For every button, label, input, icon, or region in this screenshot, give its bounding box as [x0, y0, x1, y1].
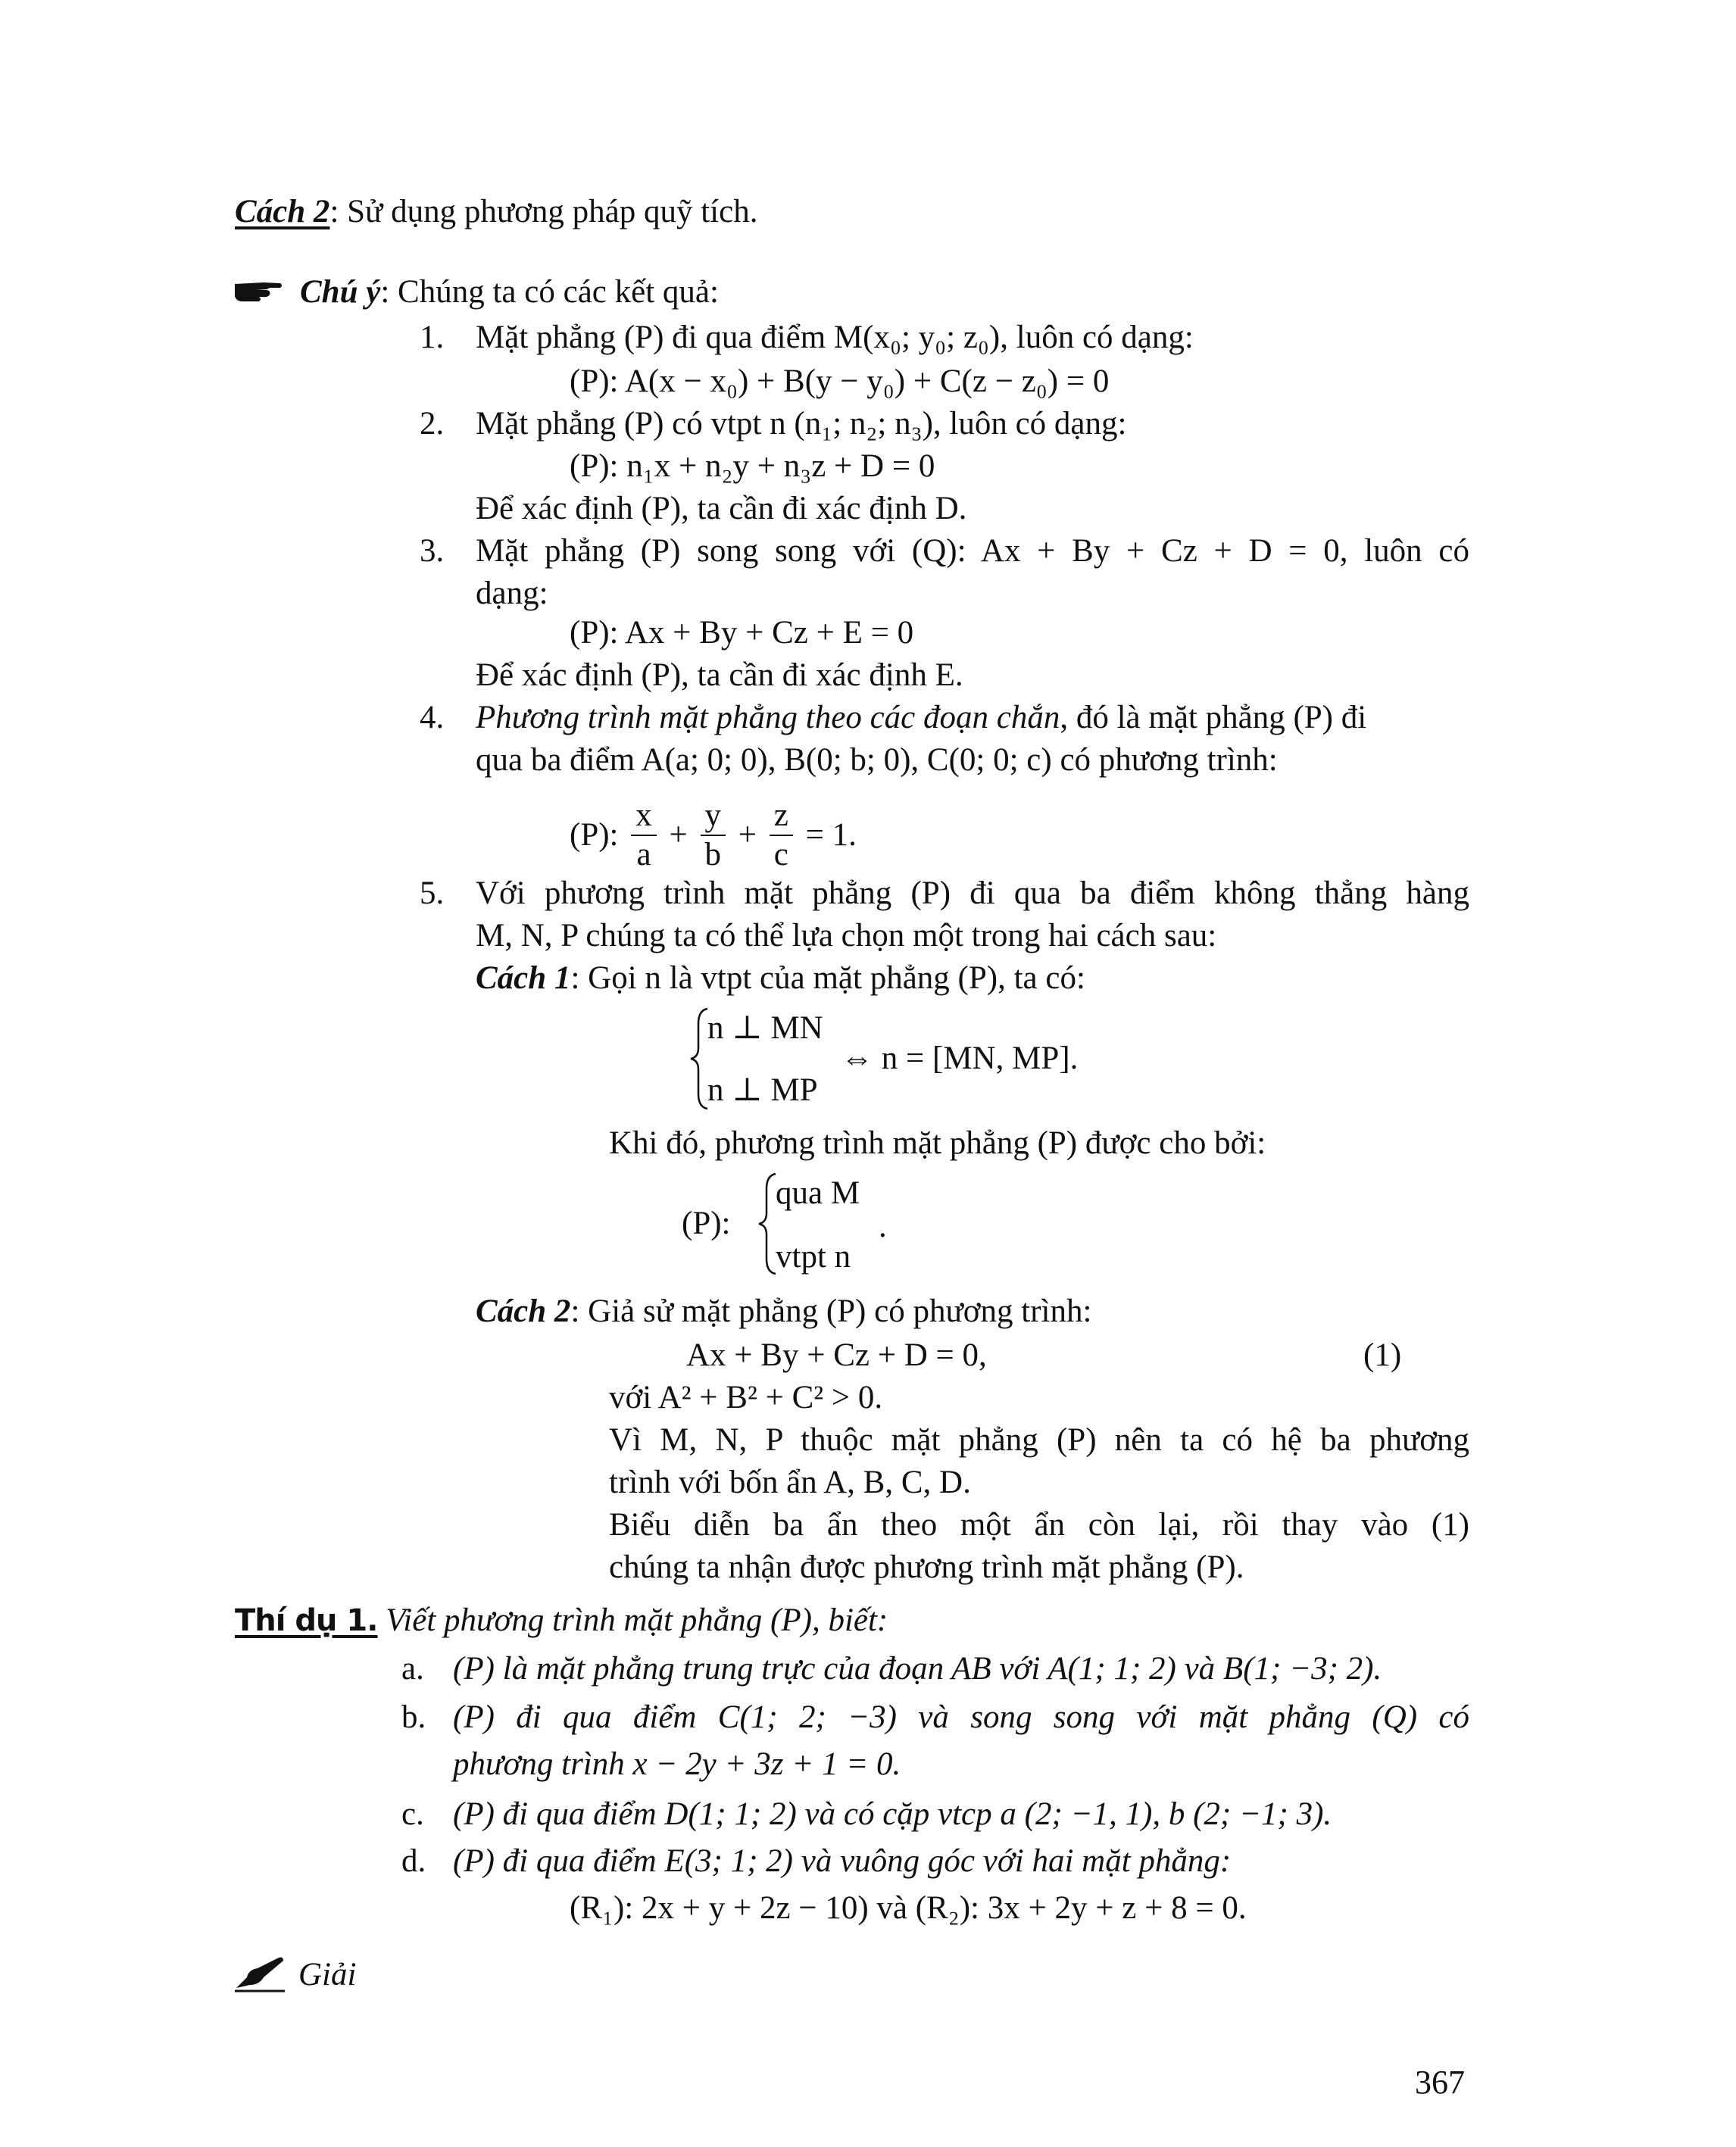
- example-a-letter: a.: [401, 1651, 424, 1687]
- note-text: : Chúng ta có các kết quả:: [380, 274, 719, 310]
- example-d-formula: (R₁): 2x + y + 2z − 10) và (R₂): 3x + 2y + z + 8 = 0.: [570, 1890, 1247, 1926]
- fraction-y-over-b: [701, 797, 726, 874]
- item-3-formula: (P): Ax + By + Cz + E = 0: [570, 615, 914, 651]
- item-4-text-line2: qua ba điểm A(a; 0; 0), B(0; b; 0), C(0; 0; c) có phương trình:: [476, 742, 1278, 778]
- way-1-label: Cách 1: [476, 960, 571, 996]
- item-3-note: Để xác định (P), ta cần đi xác định E.: [476, 657, 963, 693]
- way-1-line: [476, 957, 1085, 1000]
- plus-sign: +: [669, 817, 688, 853]
- way-2-paragraph-2-line2: chúng ta nhận được phương trình mặt phẳng (P).: [609, 1549, 1244, 1585]
- writing-hand-icon: [233, 1955, 286, 1993]
- example-b-text-line2: phương trình x − 2y + 3z + 1 = 0.: [453, 1746, 901, 1782]
- way-2-line: [476, 1290, 1091, 1333]
- item-4-italic: Phương trình mặt phẳng theo các đoạn chắn: [476, 700, 1060, 735]
- fraction-denominator: c: [773, 837, 788, 872]
- fraction-numerator: z: [770, 797, 793, 836]
- plus-sign: +: [738, 817, 757, 853]
- fraction-denominator: a: [636, 837, 651, 872]
- method-heading-label: Cách 2: [235, 194, 330, 229]
- item-2-number: 2.: [420, 406, 445, 442]
- cross-product-relation: ⇔ n = [MN, MP].: [841, 1041, 1079, 1076]
- way-2-equation: Ax + By + Cz + D = 0,: [686, 1337, 987, 1373]
- pointing-hand-icon: [233, 276, 283, 304]
- page-number: 367: [1415, 2064, 1465, 2101]
- example-title: Viết phương trình mặt phẳng (P), biết:: [386, 1602, 888, 1638]
- item-5-number: 5.: [420, 875, 445, 911]
- example-c-letter: c.: [401, 1796, 424, 1832]
- item-4-formula: [570, 797, 857, 874]
- item-2-note: Để xác định (P), ta cần đi xác định D.: [476, 491, 967, 526]
- fraction-numerator: y: [701, 797, 726, 836]
- item-4-formula-suffix: = 1.: [805, 817, 857, 853]
- item-3-text-line2: dạng:: [476, 576, 548, 611]
- example-c-text: (P) đi qua điểm D(1; 1; 2) và có cặp vtcp a (2; −1, 1), b (2; −1; 3).: [453, 1796, 1332, 1832]
- fraction-numerator: x: [631, 797, 657, 836]
- item-5-text-line1: Với phương trình mặt phẳng (P) đi qua ba điểm không thẳng hàng: [476, 875, 1469, 911]
- example-b-text-line1: (P) đi qua điểm C(1; 2; −3) và song song với mặt phẳng (Q) có: [453, 1699, 1469, 1735]
- item-5-text-line2: M, N, P chúng ta có thể lựa chọn một trong hai cách sau:: [476, 918, 1217, 953]
- system-row-2: n ⊥ MP: [707, 1072, 818, 1108]
- item-4-formula-prefix: (P):: [570, 817, 619, 853]
- item-3-text-line1: Mặt phẳng (P) song song với (Q): Ax + By + Cz + D = 0, luôn có: [476, 533, 1469, 569]
- way-2-paragraph-2-line1: Biểu diễn ba ẩn theo một ẩn còn lại, rồi thay vào (1): [609, 1507, 1469, 1543]
- example-d-letter: d.: [401, 1843, 426, 1879]
- item-1-text: Mặt phẳng (P) đi qua điểm M(x₀; y₀; z₀), luôn có dạng:: [476, 320, 1194, 355]
- example-a-text: (P) là mặt phẳng trung trực của đoạn AB với A(1; 1; 2) và B(1; −3; 2).: [453, 1651, 1382, 1687]
- p-system-row-2: vtpt n: [776, 1239, 851, 1275]
- example-b-letter: b.: [401, 1699, 426, 1735]
- way-2-equation-number: (1): [1363, 1337, 1402, 1373]
- item-2-text: Mặt phẳng (P) có vtpt n (n₁; n₂; n₃), luôn có dạng:: [476, 406, 1127, 442]
- example-heading: [235, 1599, 888, 1642]
- method-heading: [235, 191, 757, 233]
- way-1-then: Khi đó, phương trình mặt phẳng (P) được cho bởi:: [609, 1125, 1266, 1161]
- item-4-number: 4.: [420, 700, 445, 735]
- fraction-denominator: b: [704, 837, 722, 872]
- item-4-text-line1: [476, 697, 1366, 739]
- way-2-label: Cách 2: [476, 1294, 571, 1329]
- system-row-1: n ⊥ MN: [707, 1010, 823, 1046]
- item-1-number: 1.: [420, 320, 445, 355]
- solution-line: [233, 1954, 356, 1996]
- note-line: [233, 271, 719, 314]
- way-2-condition: với A² + B² + C² > 0.: [609, 1380, 883, 1415]
- way-2-text: : Giả sử mặt phẳng (P) có phương trình:: [570, 1294, 1092, 1329]
- item-3-number: 3.: [420, 533, 445, 569]
- p-system-label: (P):: [682, 1206, 731, 1241]
- way-2-paragraph-1-line1: Vì M, N, P thuộc mặt phẳng (P) nên ta có hệ ba phương: [609, 1422, 1469, 1458]
- method-heading-text: : Sử dụng phương pháp quỹ tích.: [329, 194, 758, 229]
- item-1-formula: (P): A(x − x₀) + B(y − y₀) + C(z − z₀) = 0: [570, 364, 1110, 399]
- solution-label: Giải: [298, 1957, 357, 1993]
- example-d-text: (P) đi qua điểm E(3; 1; 2) và vuông góc với hai mặt phẳng:: [453, 1843, 1232, 1879]
- way-1-text: : Gọi n là vtpt của mặt phẳng (P), ta có:: [570, 960, 1085, 996]
- item-2-formula: (P): n₁x + n₂y + n₃z + D = 0: [570, 448, 935, 484]
- way-2-paragraph-1-line2: trình với bốn ẩn A, B, C, D.: [609, 1465, 971, 1500]
- p-system-dot: .: [879, 1209, 887, 1244]
- fraction-x-over-a: [631, 797, 657, 874]
- item-4-text-rest: , đó là mặt phẳng (P) đi: [1060, 700, 1367, 735]
- fraction-z-over-c: [770, 797, 793, 874]
- example-label: Thí dụ 1.: [235, 1603, 378, 1638]
- note-label: Chú ý: [300, 274, 381, 310]
- p-system-row-1: qua M: [776, 1175, 860, 1211]
